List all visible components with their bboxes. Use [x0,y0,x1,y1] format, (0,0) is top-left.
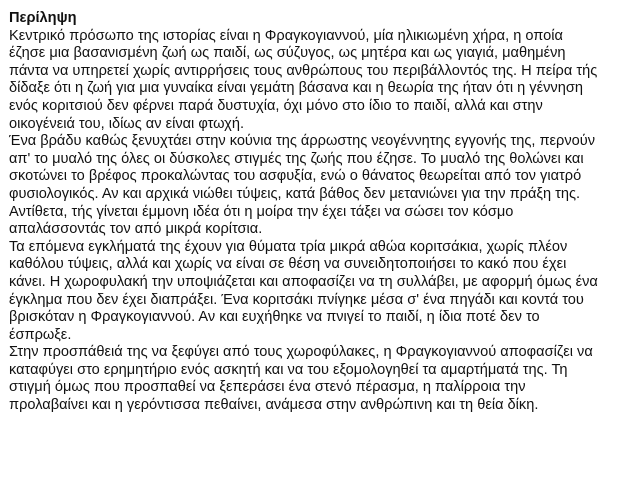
paragraph-line: στιγμή όμως που προσπαθεί να ξεπεράσει ένα στενό πέρασμα, η παλίρροια την [9,379,526,396]
paragraph-line: Τα επόμενα εγκλήματά της έχουν για θύματα τρία μικρά αθώα κοριτσάκια, χωρίς πλέον [9,238,568,255]
paragraph-line: απ' το μυαλό της όλες οι δύσκολες στιγμές της ζωής που έζησε. Το μυαλό της θολώνει και [9,150,584,167]
paragraph-line: έσπρωξε. [9,326,72,343]
paragraph-line: φυσιολογικός. Αν και αρχικά νιώθει τύψεις, κατά βάθος δεν μετανιώνει για την πράξη της. [9,185,581,202]
paragraph-line: ενός κοριτσιού δεν φέρνει παρά δυστυχία, όχι μόνο στο ίδιο το παιδί, αλλά και στην [9,97,543,114]
paragraph-line: οικογένειά του, ιδίως αν είναι φτωχή. [9,115,245,132]
paragraph-4 [9,344,631,414]
paragraph-3 [9,239,631,345]
paragraph-line: Κεντρικό πρόσωπο της ιστορίας είναι η Φραγκογιαννού, μία ηλικιωμένη χήρα, η οποία [9,27,563,44]
paragraph-line: καταφύγει στο ερημητήριο ενός ασκητή και να του εξομολογηθεί τα αμαρτήματά της. Τη [9,361,568,378]
paragraph-line: έγκλημα που δεν έχει διαπράξει. Ένα κοριτσάκι πνίγηκε μέσα σ' ένα πηγάδι και κοντά του [9,291,584,308]
paragraph-2 [9,133,631,239]
paragraph-line: Αντίθετα, τής γίνεται έμμονη ιδέα ότι η μοίρα την έχει τάξει να σώσει τον κόσμο [9,203,514,220]
paragraph-line: Ένα βράδυ καθώς ξενυχτάει στην κούνια της άρρωστης νεογέννητης εγγονής της, περνούν [9,133,596,150]
paragraph-line: έζησε μια βασανισμένη ζωή ως παιδί, ως σύζυγος, ως μητέρα και ως γιαγιά, μαθημένη [9,45,566,62]
paragraph-line: σκοτώνει το βρέφος προκαλώντας του ασφυξία, ενώ ο θάνατος θεωρείται από τον γιατρό [9,168,582,185]
paragraph-line: βρισκόταν η Φραγκογιαννού. Αν και ευχήθηκε να πνιγεί το παιδί, η ίδια ποτέ δεν το [9,309,540,326]
paragraph-line: προλαβαίνει και η γερόντισσα πεθαίνει, ανάμεσα στην ανθρώπινη και τη θεία δίκη. [9,397,539,414]
paragraph-line: κάνει. Η χωροφυλακή την υποψιάζεται και αποφασίζει να τη συλλάβει, με αφορμή όμως ένα [9,273,598,290]
paragraph-1 [9,28,631,134]
paragraph-line: καθόλου τύψεις, αλλά και χωρίς να είναι σε θέση να συνειδητοποιήσει το κακό που έχει [9,256,567,273]
document-page [9,10,631,415]
paragraph-line: Στην προσπάθειά της να ξεφύγει από τους χωροφύλακες, η Φραγκογιαννού αποφασίζει να [9,344,593,361]
paragraph-line: πάντα να υπηρετεί χωρίς αντιρρήσεις τους ανθρώπους του περιβάλλοντός της. Η πείρα τής [9,62,598,79]
document-title: Περίληψη [9,10,77,26]
paragraph-line: απαλάσσοντάς τον από μικρά κορίτσια. [9,221,263,238]
paragraph-line: δίδαξε ότι η ζωή για μια γυναίκα είναι γεμάτη βάσανα και η θεωρία της ήταν ότι η γέννηση [9,80,583,97]
